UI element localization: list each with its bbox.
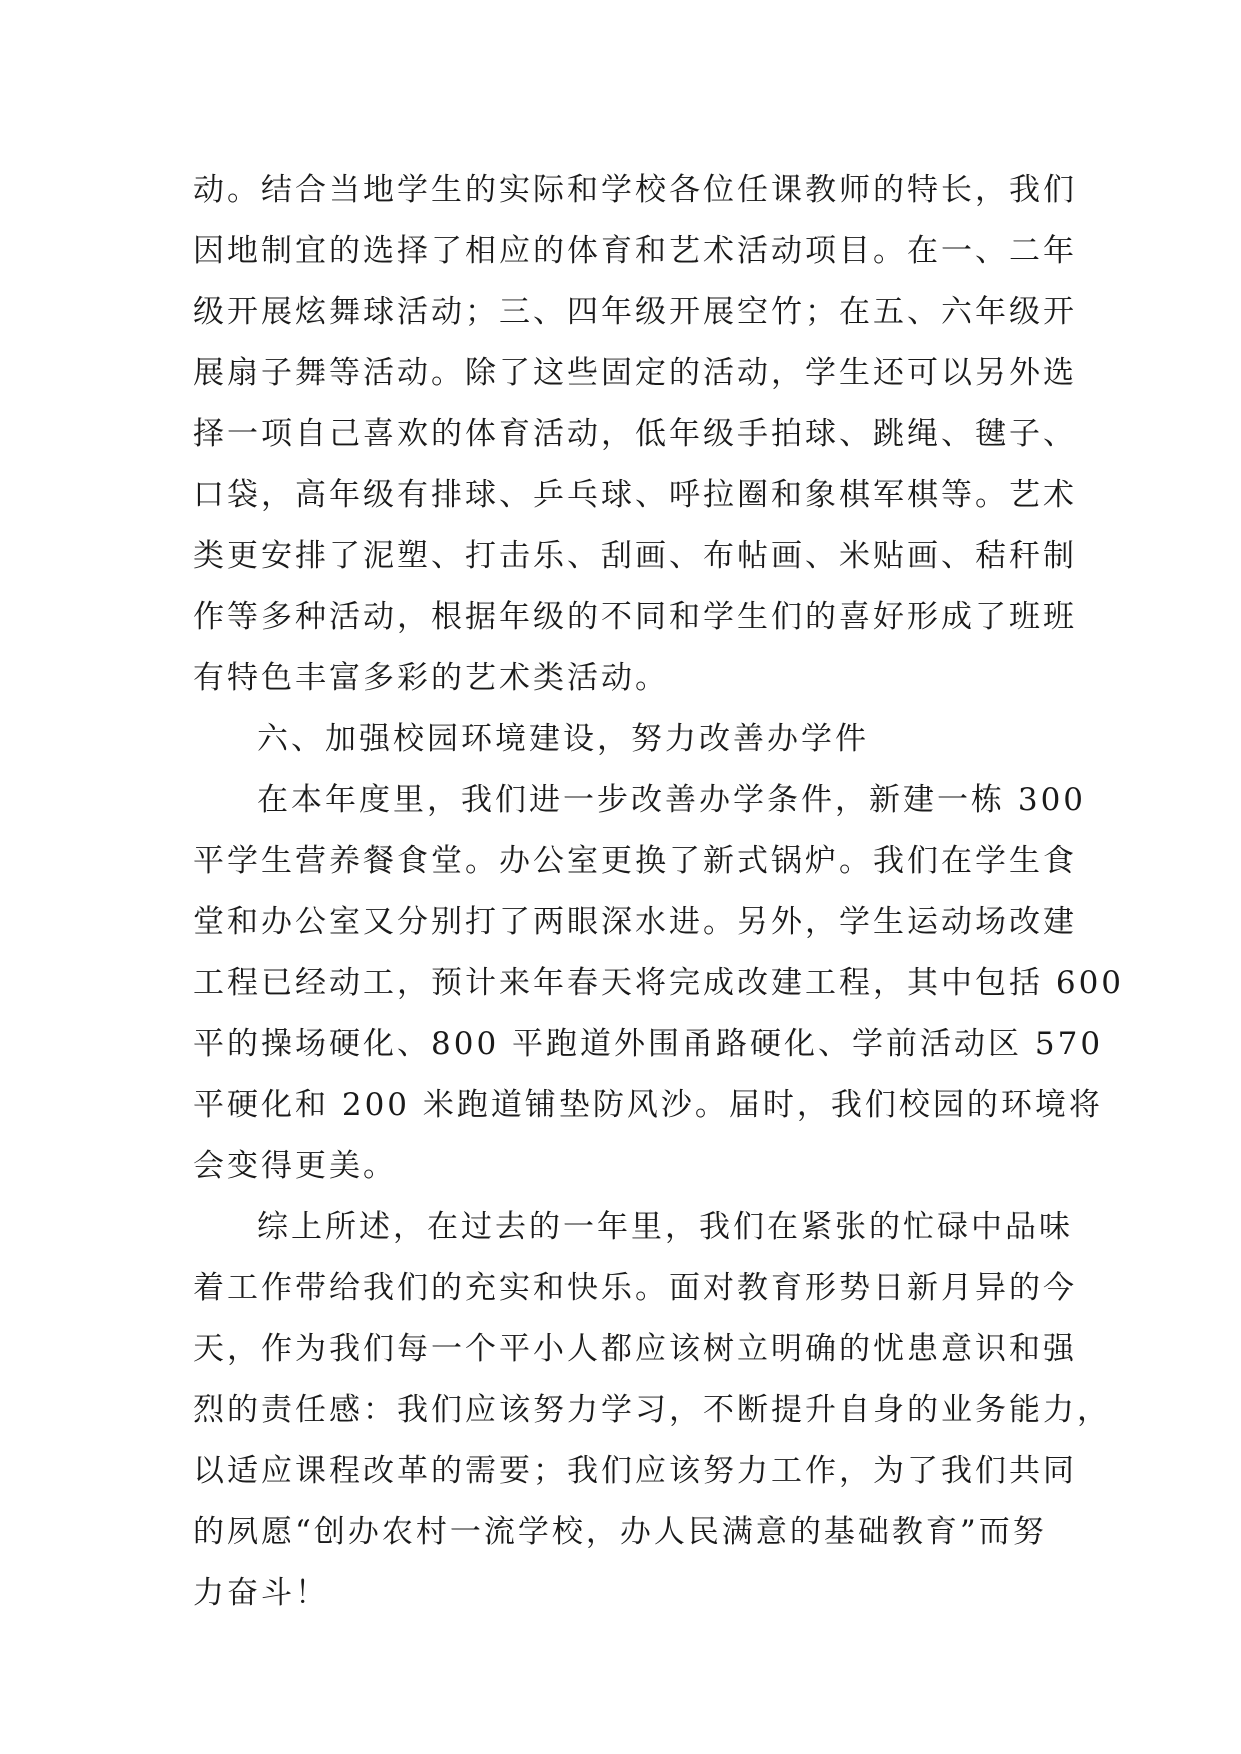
text-line: 作等多种活动，根据年级的不同和学生们的喜好形成了班班: [193, 599, 1077, 635]
text-line: 平硬化和 200 米跑道铺垫防风沙。届时，我们校园的环境将: [193, 1087, 1103, 1123]
text-line: 级开展炫舞球活动；三、四年级开展空竹；在五、六年级开: [193, 294, 1077, 330]
text-line: 会变得更美。: [193, 1148, 397, 1184]
text-line: 择一项自己喜欢的体育活动，低年级手拍球、跳绳、毽子、: [193, 416, 1077, 452]
text-line: 天，作为我们每一个平小人都应该树立明确的忧患意识和强: [193, 1331, 1077, 1367]
text-line: 工程已经动工，预计来年春天将完成改建工程，其中包括 600: [193, 965, 1125, 1001]
section-heading: 六、加强校园环境建设，努力改善办学件: [257, 721, 869, 757]
text-line: 因地制宜的选择了相应的体育和艺术活动项目。在一、二年: [193, 233, 1077, 269]
text-line: 平学生营养餐食堂。办公室更换了新式锅炉。我们在学生食: [193, 843, 1077, 879]
text-line: 堂和办公室又分别打了两眼深水进。另外，学生运动场改建: [193, 904, 1077, 940]
text-line: 动。结合当地学生的实际和学校各位任课教师的特长，我们: [193, 172, 1077, 208]
body-text: [193, 160, 1125, 1624]
text-line: 有特色丰富多彩的艺术类活动。: [193, 660, 669, 696]
text-line: 的夙愿“创办农村一流学校，办人民满意的基础教育”而努: [193, 1514, 1047, 1550]
text-line: 力奋斗！: [193, 1575, 329, 1611]
paragraph-start: 综上所述，在过去的一年里，我们在紧张的忙碌中品味: [257, 1209, 1073, 1245]
text-line: 平的操场硬化、800 平跑道外围甬路硬化、学前活动区 570: [193, 1026, 1104, 1062]
text-line: 口袋，高年级有排球、乒乓球、呼拉圈和象棋军棋等。艺术: [193, 477, 1077, 513]
text-line: 烈的责任感：我们应该努力学习，不断提升自身的业务能力，: [193, 1392, 1111, 1428]
text-line: 类更安排了泥塑、打击乐、刮画、布帖画、米贴画、秸秆制: [193, 538, 1077, 574]
text-line: 展扇子舞等活动。除了这些固定的活动，学生还可以另外选: [193, 355, 1077, 391]
text-line: 以适应课程改革的需要；我们应该努力工作，为了我们共同: [193, 1453, 1077, 1489]
text-line: 着工作带给我们的充实和快乐。面对教育形势日新月异的今: [193, 1270, 1077, 1306]
paragraph-start: 在本年度里，我们进一步改善办学条件，新建一栋 300: [257, 782, 1087, 818]
